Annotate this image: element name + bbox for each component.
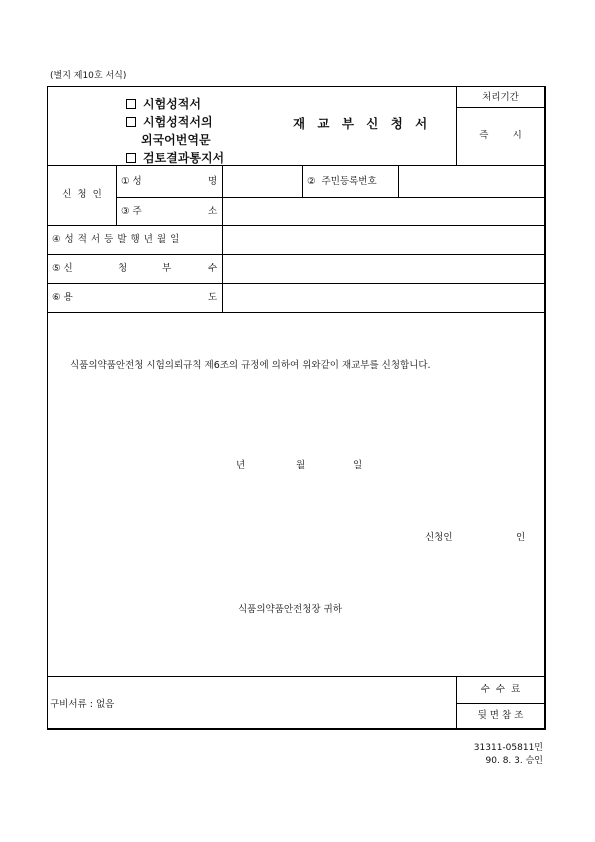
divider [116,165,117,225]
checkbox-icon[interactable] [126,99,136,109]
checkbox-icon[interactable] [126,153,136,163]
processing-period-label: 처리기간 [482,92,519,103]
divider [456,703,545,704]
attachments-label: 구비서류 : 없음 [50,699,115,710]
fee-label: 수 수 료 [480,684,521,695]
address-label: ③ 주 [121,206,142,217]
address-input[interactable] [224,199,543,223]
applicant-signature-label: 신청인 [425,532,453,543]
resident-number-input[interactable] [400,167,543,195]
copies-label-3: 부 [162,263,172,274]
date-year-label: 년 [236,460,246,471]
approval-date: 90. 8. 3. 승인 [485,756,543,766]
option-test-report-translation[interactable]: 시험성적서의 [126,113,213,130]
application-statement: 식품의약품안전청 시험의뢰규칙 제6조의 규정에 의하여 위와같이 재교부를 신청합니다. [70,360,431,371]
divider [116,197,545,198]
processing-period-value: 즉 시 [479,130,522,141]
application-form [47,86,546,730]
address-label-end: 소 [208,206,218,217]
form-number-label: (별지 제10호 서식) [50,71,127,81]
copies-input[interactable] [224,256,543,281]
purpose-label-end: 도 [208,292,218,303]
divider [48,254,545,255]
copies-label: ⑤ 신 [52,263,73,274]
divider [222,165,223,312]
resident-number-label: ② 주민등록번호 [307,176,377,187]
recipient-label: 식품의약품안전청장 귀하 [238,604,342,615]
issue-date-label: ④ 성 적 서 등 발 행 년 월 일 [52,234,180,245]
issue-date-input[interactable] [224,227,543,252]
option-review-notice[interactable]: 검토결과통지서 [126,149,224,166]
option-translation-continuation: 외국어번역문 [141,133,211,147]
applicant-label: 신 청 인 [62,189,102,200]
purpose-label: ⑥ 용 [52,292,73,303]
divider [398,165,399,197]
date-day-label: 일 [353,460,363,471]
divider [48,676,545,677]
form-code: 31311-05811민 [473,743,543,753]
seal-label: 인 [516,532,526,543]
name-label: ① 성 [121,176,142,187]
purpose-input[interactable] [224,285,543,310]
name-label-end: 명 [208,176,218,187]
fee-value: 뒷 면 참 조 [477,710,524,721]
checkbox-icon[interactable] [126,117,136,127]
divider [48,165,545,166]
divider [48,225,545,226]
form-title: 재 교 부 신 청 서 [293,116,432,131]
divider [456,107,545,108]
divider [48,312,545,313]
divider [302,165,303,197]
copies-label-2: 청 [118,263,128,274]
divider [48,283,545,284]
copies-label-4: 수 [208,263,218,274]
name-input[interactable] [224,167,300,195]
option-test-report[interactable]: 시험성적서 [126,95,201,112]
date-month-label: 월 [296,460,306,471]
